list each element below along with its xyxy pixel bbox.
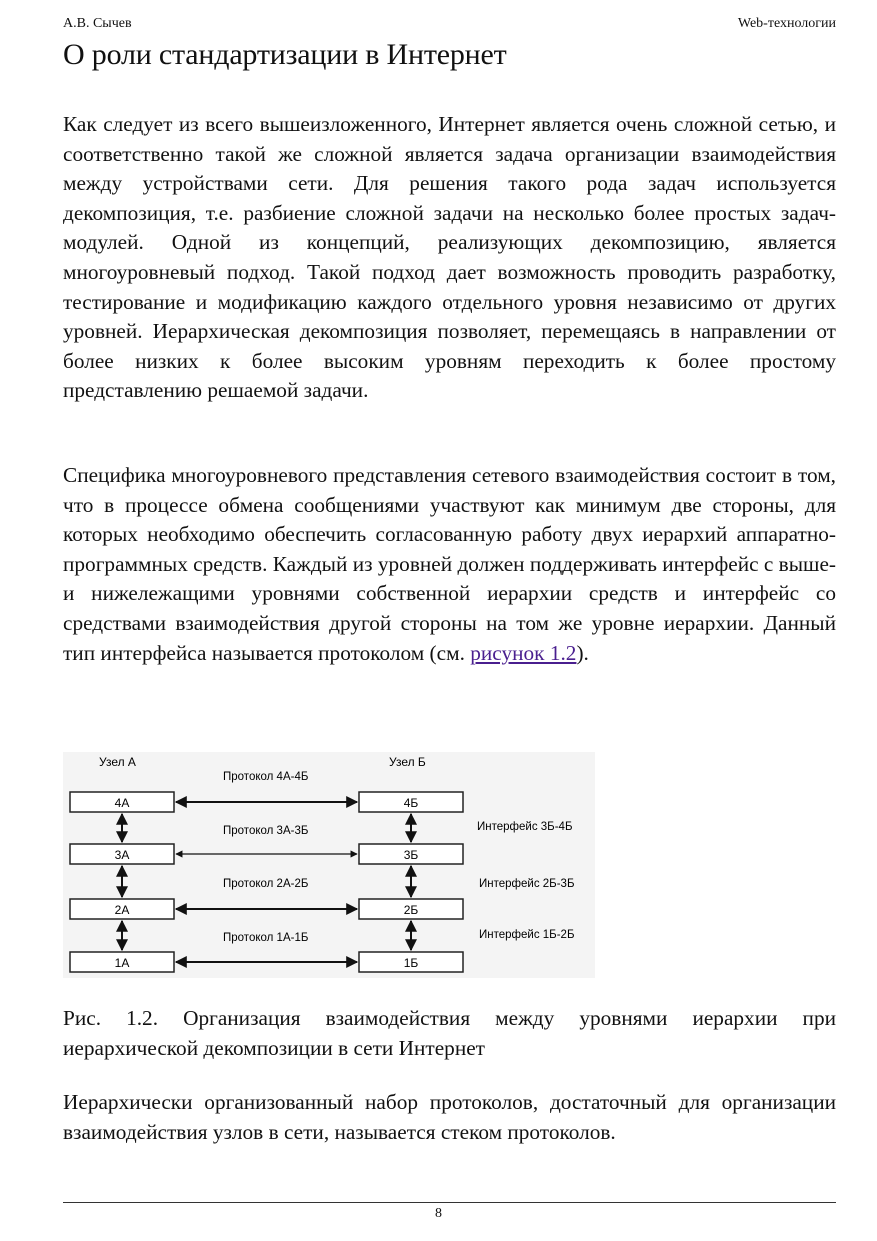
protocol-label-2: Протокол 2А-2Б (223, 878, 309, 890)
paragraph-multilevel-text: Специфика многоуровневого представления сетевого взаимодействия состоит в том, что в процессе обмена сообщениями участвуют как минимум две стороны, для которых необходимо обеспечить согласованную работу двух иерархий аппаратно-программных средств. Каждый из уровней должен поддерживать интерфейс с выше- и нижележащими уровнями собственной иерархии средств и интерфейс со средствами взаимодействия другой стороны на том же уровне иерархии. Данный тип интерфейса называется протоколом (см. (63, 463, 836, 665)
header-author: А.В. Сычев (63, 16, 132, 31)
layer-label-1a: 1А (114, 956, 130, 970)
layer-label-4b: 4Б (403, 796, 419, 810)
header-course: Web-технологии (737, 16, 836, 31)
node-a-label: Узел А (99, 755, 136, 769)
page-number: 8 (435, 1206, 442, 1221)
paragraph-protocol-stack: Иерархически организованный набор протоколов, достаточный для организации взаимодействия узлов в сети, называется стеком протоколов. (63, 1090, 836, 1144)
protocol-diagram (63, 752, 595, 978)
layer-label-2a: 2А (114, 903, 130, 917)
footer-divider (63, 1202, 836, 1203)
figure-caption: Рис. 1.2. Организация взаимодействия между уровнями иерархии при иерархической декомпозиции в сети Интернет (63, 1006, 836, 1060)
layer-label-2b: 2Б (403, 903, 419, 917)
interface-label-3b4b: Интерфейс 3Б-4Б (477, 821, 573, 833)
protocol-label-4: Протокол 4А-4Б (223, 771, 309, 783)
protocol-label-1: Протокол 1А-1Б (223, 932, 309, 944)
layer-label-3a: 3А (114, 848, 130, 862)
layer-label-1b: 1Б (403, 956, 419, 970)
figure-link[interactable]: рисунок 1.2 (470, 640, 577, 665)
paragraph-multilevel-end: ). (576, 640, 589, 665)
interface-label-2b3b: Интерфейс 2Б-3Б (479, 878, 575, 890)
page-title: О роли стандартизации в Интернет (63, 38, 507, 71)
paragraph-decomposition: Как следует из всего вышеизложенного, Интернет является очень сложной сетью, и соответственно такой же сложной является задача организации взаимодействия между устройствами сети. Для решения такого рода задач используется декомпозиция, т.е. разбиение сложной задачи на несколько более простых задач-модулей. Одной из концепций, реализующих декомпозицию, является многоуровневый подход. Такой подход дает возможность проводить разработку, тестирование и модификацию каждого отдельного уровня независимо от других уровней. Иерархическая декомпозиция позволяет, перемещаясь в направлении от более низких к более высоким уровням переходить к более простому представлению решаемой задачи. (63, 112, 836, 403)
layer-label-3b: 3Б (403, 848, 419, 862)
layer-label-4a: 4А (114, 796, 130, 810)
paragraph-multilevel (63, 461, 836, 668)
interface-label-1b2b: Интерфейс 1Б-2Б (479, 929, 575, 941)
node-b-label: Узел Б (389, 755, 426, 769)
protocol-label-3: Протокол 3А-3Б (223, 825, 309, 837)
